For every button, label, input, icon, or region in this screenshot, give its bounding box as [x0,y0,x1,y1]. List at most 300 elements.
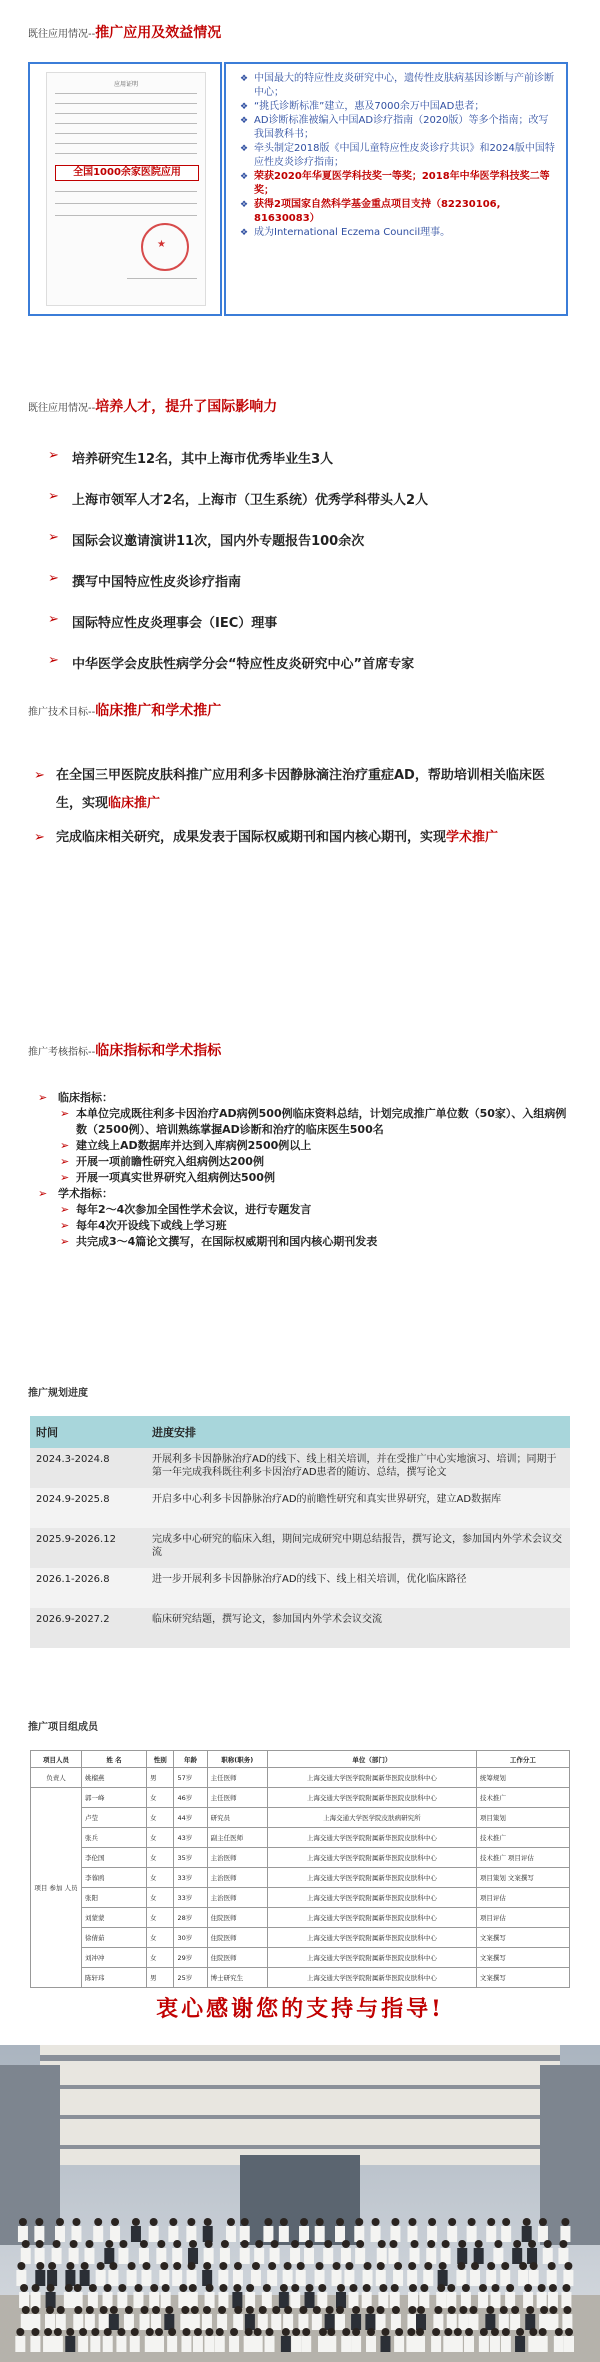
person-head [342,2328,350,2336]
person-head [234,2306,242,2314]
person-body [441,2248,451,2264]
person-head [272,2306,280,2314]
section-title-team [28,1718,98,1733]
person-head [16,2328,24,2336]
person-body [554,2336,564,2352]
person-body [267,2270,277,2286]
person-body [467,2226,477,2242]
certificate-line [55,123,197,124]
person-head [97,2262,105,2270]
person-body [43,2336,53,2352]
team-cell-title: 住院医师 [207,1948,267,1968]
person-head [563,2306,571,2314]
team-cell-age: 30岁 [174,1928,207,1948]
person-head [22,2240,30,2248]
person-head [565,2328,573,2336]
person-body [538,2336,548,2352]
person-head [513,2240,521,2248]
person-body [485,2314,495,2330]
schedule-time: 2026.9-2027.2 [30,1608,146,1648]
person-head [291,2284,299,2292]
person-head [492,2284,500,2292]
person-head [189,2240,197,2248]
person-body [131,2226,141,2242]
person-head [54,2328,62,2336]
person-head [280,2218,288,2226]
person-body [406,2336,416,2352]
kpi-clinical-item-text: 本单位完成既往利多卡因治疗AD病例500例临床资料总结，计划完成推广单位数（50家）、入组病例数（2500例）、培训熟练掌握AD诊断和治疗的临床医生500名 [76,1107,567,1136]
person-body [215,2336,225,2352]
person-body [335,2314,345,2330]
person-body [539,2314,549,2330]
person-head [479,2284,487,2292]
person-body [291,2336,301,2352]
talent-text: 上海市领军人才2名，上海市（卫生系统）优秀学科带头人2人 [72,493,429,508]
talent-item [48,612,428,631]
person-body [217,2314,227,2330]
person-head [35,2218,43,2226]
person-head [56,2218,64,2226]
section-heading: 临床推广和学术推广 [95,703,222,719]
team-row [31,1928,570,1948]
team-cell-age: 35岁 [174,1848,207,1868]
person-body [181,2336,191,2352]
person-body [438,2270,448,2286]
person-body [332,2270,342,2286]
person-body [315,2270,325,2286]
person-head [280,2284,288,2292]
person-head [162,2284,170,2292]
person-body [244,2336,254,2352]
person-head [119,2240,127,2248]
person-head [284,2306,292,2314]
person-head [142,2262,150,2270]
person-head [81,2262,89,2270]
person-body [229,2336,239,2352]
team-cell-sex: 男 [147,1968,174,1988]
person-head [168,2328,176,2336]
person-body [335,2226,345,2242]
team-cell-age: 25岁 [174,1968,207,1988]
person-body [71,2226,81,2242]
person-body [548,2314,558,2330]
kpi-clinical-item [38,1138,568,1154]
person-body [527,2248,537,2264]
arrow-bullet-icon: ➢ [38,1187,48,1200]
person-body [65,2336,75,2352]
team-header-cell: 项目人员 [31,1751,82,1768]
person-body [88,2292,98,2308]
person-head [549,2284,557,2292]
schedule-time: 2026.1-2026.8 [30,1568,146,1608]
person-body [53,2336,63,2352]
team-cell-unit: 上海交通大学医学院附属新华医院皮肤科中心 [267,1848,476,1868]
section-heading: 推广项目组成员 [28,1722,98,1733]
team-cell-age: 46岁 [174,1788,207,1808]
person-head [110,2306,118,2314]
section-prefix: 推广考核指标-- [28,1047,96,1058]
person-body [528,2336,538,2352]
team-header-cell: 姓 名 [82,1751,147,1768]
team-cell-title: 住院医师 [207,1908,267,1928]
certificate-line [55,203,197,204]
person-body [279,2292,289,2308]
certificate-panel [28,62,222,316]
person-body [18,2226,28,2242]
achievement-item [240,114,556,142]
talent-item [48,448,428,467]
person-body [141,2270,151,2286]
person-head [327,2328,335,2336]
person-head [233,2284,241,2292]
person-head [411,2240,419,2248]
team-cell-role: 文案撰写 [476,1948,569,1968]
person-body [167,2336,177,2352]
achievement-text: “挑氏诊断标准”建立，惠及7000余万中国AD患者； [254,101,485,112]
talent-item [48,571,428,590]
person-body [464,2336,474,2352]
person-body [172,2270,182,2286]
person-body [93,2226,103,2242]
kpi-clinical-label-text: 临床指标： [58,1091,113,1104]
diamond-bullet-icon: ❖ [240,74,249,84]
person-head [506,2284,514,2292]
team-cell-sex: 女 [147,1848,174,1868]
person-body [290,2248,300,2264]
arrow-bullet-icon: ➢ [34,768,45,783]
person-body [394,2336,404,2352]
arrow-bullet-icon: ➢ [48,612,59,627]
person-body [558,2248,568,2264]
person-body [393,2270,403,2286]
talent-text: 中华医学会皮肤性病学分会“特应性皮炎研究中心”首席专家 [72,657,415,672]
achievement-item [240,100,556,114]
person-head [268,2262,276,2270]
person-body [245,2314,255,2330]
schedule-row [30,1448,570,1488]
person-body [47,2270,57,2286]
person-body [525,2314,535,2330]
person-head [336,2306,344,2314]
person-head [529,2328,537,2336]
team-role-group: 负责人 [31,1768,82,1788]
person-head [352,2306,360,2314]
schedule-row [30,1528,570,1568]
person-head [19,2218,27,2226]
person-body [104,2248,114,2264]
person-head [241,2218,249,2226]
person-head [465,2328,473,2336]
person-head [216,2328,224,2336]
person-head [519,2262,527,2270]
person-body [296,2270,306,2286]
person-body [35,2248,45,2264]
person-body [315,2226,325,2242]
person-head [544,2240,552,2248]
person-head [111,2218,119,2226]
team-cell-role: 文案撰写 [476,1968,569,1988]
team-cell-title: 主治医师 [207,1888,267,1908]
person-head [31,2328,39,2336]
person-body [377,2248,387,2264]
person-head [502,2218,510,2226]
person-body [127,2270,137,2286]
person-head [355,2218,363,2226]
team-cell-unit: 上海交通大学医学院附属新华医院皮肤科中心 [267,1928,476,1948]
kpi-academic-item [38,1234,568,1250]
person-body [415,2336,425,2352]
person-head [252,2262,260,2270]
certificate-line [55,103,197,104]
person-body [326,2336,336,2352]
schedule-time: 2024.3-2024.8 [30,1448,146,1488]
team-cell-name: 郭一峰 [82,1788,147,1808]
team-cell-sex: 女 [147,1868,174,1888]
team-cell-title: 副主任医师 [207,1828,267,1848]
person-body [305,2292,315,2308]
person-head [562,2284,570,2292]
person-head [173,2240,181,2248]
person-head [416,2328,424,2336]
person-head [79,2328,87,2336]
person-head [264,2218,272,2226]
person-body [547,2270,557,2286]
person-body [564,2336,574,2352]
person-body [341,2248,351,2264]
person-body [304,2248,314,2264]
group-photo-drawing [0,2045,600,2362]
person-head [86,2306,94,2314]
person-head [428,2218,436,2226]
diamond-bullet-icon: ❖ [240,144,249,154]
person-head [437,2284,445,2292]
person-head [292,2328,300,2336]
team-cell-name: 姚榴燕 [82,1768,147,1788]
talent-list [48,448,428,694]
person-body [262,2292,272,2308]
person-head [150,2218,158,2226]
team-cell-sex: 女 [147,1948,174,1968]
person-head [501,2262,509,2270]
person-body [161,2292,171,2308]
team-cell-title: 主治医师 [207,1848,267,1868]
person-body [168,2226,178,2242]
person-body [390,2292,400,2308]
person-head [66,2262,74,2270]
person-head [46,2306,54,2314]
person-body [518,2270,528,2286]
person-head [559,2240,567,2248]
person-body [55,2226,65,2242]
person-body [351,2314,361,2330]
person-head [469,2306,477,2314]
person-body [109,2314,119,2330]
person-head [336,2218,344,2226]
team-row [31,1908,570,1928]
person-body [187,2270,197,2286]
section-heading: 临床指标和学术指标 [95,1043,222,1059]
person-body [265,2336,275,2352]
achievement-text: 中国最大的特应性皮炎研究中心，遗传性皮肤病基因诊断与产前诊断中心； [254,73,554,98]
person-head [128,2262,136,2270]
person-head [409,2284,417,2292]
achievement-item [240,142,556,170]
arrow-bullet-icon: ➢ [60,1235,70,1248]
person-head [326,2306,334,2314]
person-body [486,2226,496,2242]
team-cell-name: 刘冲冲 [82,1948,147,1968]
person-body [159,2270,169,2286]
person-body [563,2270,573,2286]
person-head [105,2240,113,2248]
certificate-line [55,113,197,114]
team-row [31,1828,570,1848]
arrow-bullet-icon: ➢ [60,1219,70,1232]
team-cell-title: 主治医师 [207,1868,267,1888]
diamond-bullet-icon: ❖ [240,200,249,210]
person-head [187,2218,195,2226]
achievement-text: 牵头制定2018版《中国儿童特应性皮炎诊疗共识》和2024版中国特应性皮炎诊疗指南； [254,143,555,168]
person-head [516,2328,524,2336]
certificate-line [55,93,197,94]
person-body [156,2248,166,2264]
schedule-plan: 开展利多卡因静脉治疗AD的线下、线上相关培训，并在受推广中心实地演习、培训；同期于第一年完成我科既往利多卡因治疗AD患者的随访、总结，撰写论文 [146,1448,570,1488]
person-body [407,2314,417,2330]
team-cell-age: 43岁 [174,1828,207,1848]
team-cell-sex: 女 [147,1808,174,1828]
person-head [319,2328,327,2336]
team-cell-unit: 上海交通大学医学院附属新华医院皮肤科中心 [267,1868,476,1888]
person-body [281,2336,291,2352]
person-body [56,2314,66,2330]
person-head [378,2240,386,2248]
achievement-item [240,226,556,240]
person-head [487,2262,495,2270]
arrow-bullet-icon: ➢ [48,448,59,463]
team-table [30,1750,570,1988]
person-body [117,2292,127,2308]
certificate-line [55,143,197,144]
person-head [367,2328,375,2336]
team-cell-name: 刘蒙蒙 [82,1908,147,1928]
talent-item [48,530,428,549]
person-head [381,2328,389,2336]
person-head [442,2240,450,2248]
person-head [494,2240,502,2248]
person-body [355,2248,365,2264]
person-head [299,2306,307,2314]
schedule-header-time: 时间 [30,1416,146,1448]
person-head [372,2218,380,2226]
person-body [543,2248,553,2264]
person-body [390,2226,400,2242]
person-body [499,2314,509,2330]
person-head [165,2306,173,2314]
team-cell-age: 29岁 [174,1948,207,1968]
person-body [19,2292,29,2308]
person-body [65,2270,75,2286]
team-header-cell: 单位（部门） [267,1751,476,1768]
person-head [89,2284,97,2292]
team-cell-unit: 上海交通大学医学院附属新华医院皮肤科中心 [267,1908,476,1928]
person-body [561,2292,571,2308]
person-body [202,2270,212,2286]
person-body [233,2314,243,2330]
person-body [96,2270,106,2286]
person-head [468,2218,476,2226]
person-head [391,2218,399,2226]
person-body [312,2314,322,2330]
person-body [388,2248,398,2264]
person-body [73,2314,83,2330]
achievement-text: 成为International Eczema Council理事。 [254,227,451,238]
person-body [52,2248,62,2264]
person-head [181,2306,189,2314]
person-body [130,2336,140,2352]
person-body [376,2270,386,2286]
section-prefix: 既往应用情况-- [28,403,96,414]
person-body [139,2248,149,2264]
person-head [230,2328,238,2336]
kpi-clinical-item-text: 开展一项真实世界研究入组病例达500例 [76,1171,275,1184]
person-head [173,2262,181,2270]
person-head [155,2328,163,2336]
person-head [377,2306,385,2314]
certificate-line [55,133,197,134]
person-body [251,2270,261,2286]
person-body [515,2336,525,2352]
team-cell-name: 卢莹 [82,1808,147,1828]
team-header-cell: 性别 [147,1751,174,1768]
team-cell-role: 技术推广 [476,1828,569,1848]
person-head [394,2262,402,2270]
person-body [240,2226,250,2242]
person-head [104,2328,112,2336]
person-head [259,2306,267,2314]
person-body [423,2270,433,2286]
person-head [526,2306,534,2314]
person-body [46,2292,56,2308]
person-body [78,2336,88,2352]
section-heading: 推广规划进度 [28,1388,88,1399]
person-head [342,2240,350,2248]
person-body [253,2336,263,2352]
person-head [109,2262,117,2270]
person-head [271,2240,279,2248]
schedule-header-row [30,1416,570,1448]
person-head [530,2262,538,2270]
person-head [206,2284,214,2292]
target-item-clinical [34,762,554,818]
person-head [36,2262,44,2270]
person-head [66,2328,74,2336]
person-body [548,2292,558,2308]
person-body [16,2270,26,2286]
person-body [172,2248,182,2264]
team-cell-name: 张阳 [82,1888,147,1908]
person-head [427,2240,435,2248]
person-body [468,2314,478,2330]
person-head [408,2306,416,2314]
achievement-item [240,170,556,198]
person-head [221,2240,229,2248]
achievements-list [226,64,566,240]
person-body [436,2292,446,2308]
person-body [443,2336,453,2352]
team-cell-age: 33岁 [174,1888,207,1908]
person-head [363,2284,371,2292]
person-head [191,2306,199,2314]
